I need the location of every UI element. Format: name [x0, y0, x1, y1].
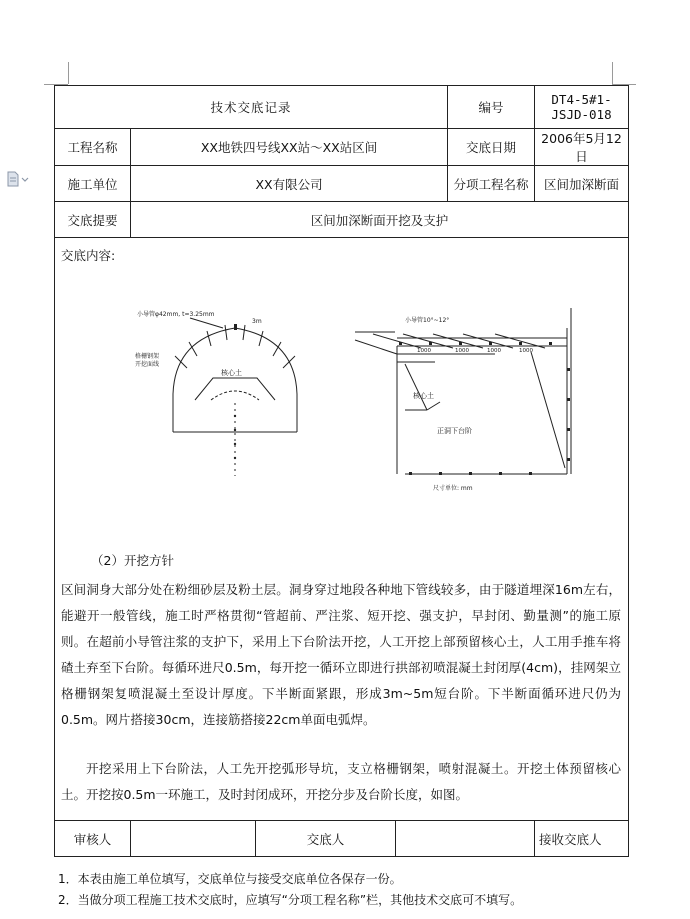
section-title: （2）开挖方针 — [91, 553, 174, 568]
left-3m-label: 3m — [252, 318, 262, 325]
subproject-label: 分项工程名称 — [448, 166, 535, 202]
project-name-value: XX地铁四号线XX站～XX站区间 — [131, 129, 448, 166]
content-label: 交底内容: — [61, 248, 116, 263]
left-grid-label-2: 开挖面线 — [135, 361, 160, 368]
summary-value: 区间加深断面开挖及支护 — [131, 202, 629, 238]
paragraph-2: 开挖采用上下台阶法，人工先开挖弧形导坑，支立格栅钢架，喷射混凝土。开挖土体预留核心土。开挖按0.5m一环施工，及时封闭成环，开挖分步及台阶长度，如图。 — [61, 761, 621, 802]
crop-mark — [68, 62, 69, 84]
project-name-label: 工程名称 — [55, 129, 131, 166]
reviewer-sign[interactable] — [131, 821, 256, 857]
right-spacing-1: 1000 — [417, 348, 431, 354]
discloser-label: 交底人 — [256, 821, 396, 857]
unit-label: 施工单位 — [55, 166, 131, 202]
crop-mark — [612, 62, 613, 84]
right-core-label: 核心土 — [413, 392, 434, 400]
unit-note: 尺寸单位: mm — [433, 485, 473, 492]
cross-section-drawing — [173, 318, 297, 476]
document-icon[interactable] — [6, 171, 30, 187]
code-value: DT4-5#1-JSJD-018 — [535, 86, 629, 129]
right-pipe-label: 小导管10°~12° — [405, 317, 450, 324]
note-2: 2．当做分项工程施工技术交底时，应填写“分项工程名称”栏，其他技术交底可不填写。 — [58, 893, 523, 907]
left-pipe-label: 小导管φ42mm, t=3.25mm — [137, 311, 215, 318]
summary-label: 交底提要 — [55, 202, 131, 238]
discloser-sign[interactable] — [396, 821, 535, 857]
form-title: 技术交底记录 — [55, 86, 448, 129]
left-grid-label-1: 格栅钢架 — [135, 353, 160, 360]
subproject-value: 区间加深断面 — [535, 166, 629, 202]
disclosure-form — [54, 85, 629, 857]
content-cell — [55, 238, 629, 821]
code-label: 编号 — [448, 86, 535, 129]
longitudinal-section-drawing — [355, 308, 571, 474]
right-spacing-3: 1000 — [487, 348, 501, 354]
date-value: 2006年5月12日 — [535, 129, 629, 166]
right-bench-label: 正洞下台阶 — [437, 427, 472, 435]
paragraph-1: 区间洞身大部分处在粉细砂层及粉土层。洞身穿过地段各种地下管线较多，由于隧道埋深16m左右，能避开一般管线，施工时严格贯彻“管超前、严注浆、短开挖、强支护，早封闭、勤量测”的施工原则。在超前小导管注浆的支护下，采用上下台阶法开挖，人工开挖上部预留核心土，人工用手推车将碴土弃至下台阶。每循环进尺0.5m，每开挖一循环立即进行拱部初喷混凝土封闭厚(4cm)，挂网架立格栅钢架复喷混凝土至设计厚度。下半断面紧跟，形成3m~5m短台阶。下半断面循环进尺仍为0.5m。网片搭接30cm，连接筋搭接22cm单面电弧焊。 — [61, 582, 621, 727]
left-core-label: 核心土 — [221, 369, 242, 377]
unit-value: XX有限公司 — [131, 166, 448, 202]
reviewer-label: 审核人 — [55, 821, 131, 857]
right-spacing-4: 1000 — [519, 348, 533, 354]
date-label: 交底日期 — [448, 129, 535, 166]
receiver-label — [535, 821, 629, 857]
notes — [58, 869, 522, 911]
excavation-figure — [135, 298, 575, 518]
right-spacing-2: 1000 — [455, 348, 469, 354]
note-1: 1．本表由施工单位填写，交底单位与接受交底单位各保存一份。 — [58, 872, 402, 886]
receiver-label-text: 接收交底人 — [539, 831, 602, 847]
